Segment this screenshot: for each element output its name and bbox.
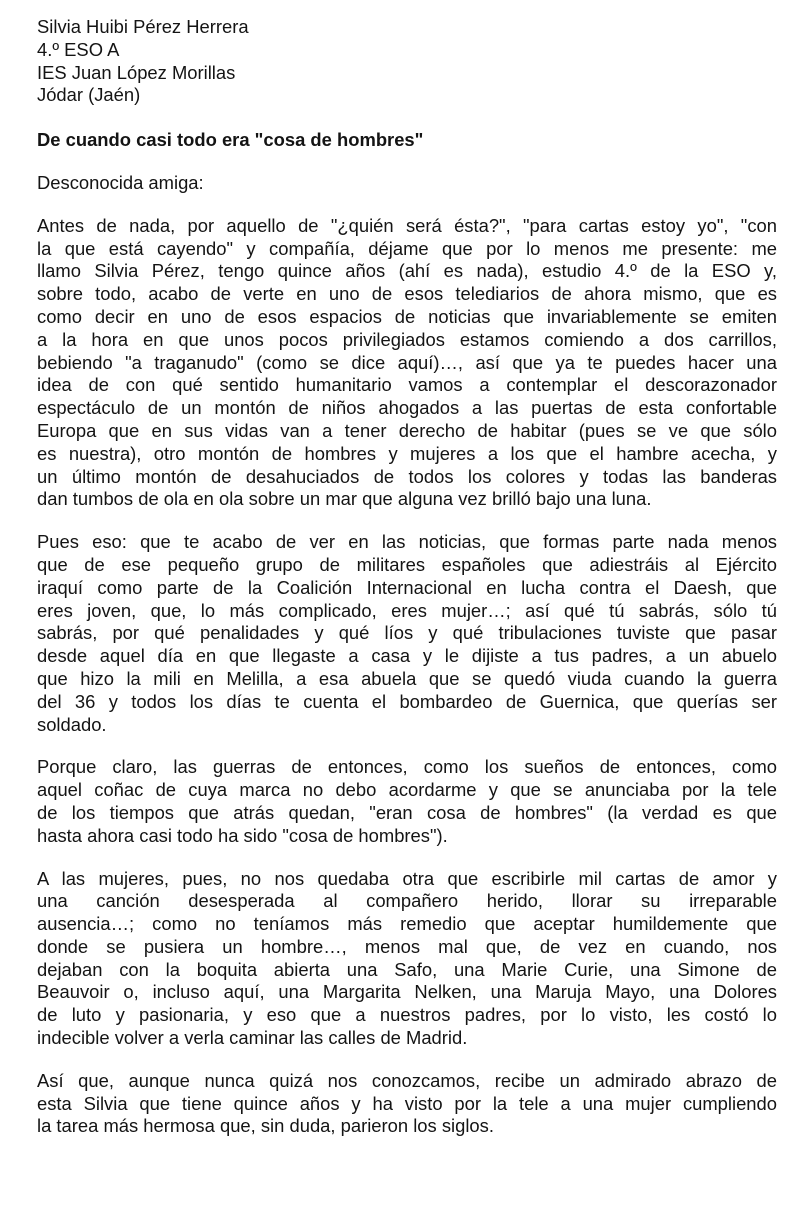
paragraph-line: espectáculo de un montón de niños ahogados a las puertas de esta confortable bbox=[37, 397, 777, 419]
paragraph-line: a la hora en que unos pocos privilegiados estamos comiendo a dos carrillos, bbox=[37, 328, 777, 350]
letter-paragraph bbox=[37, 756, 777, 847]
paragraph-line: bebiendo "a traganudo" (como se dice aquí)…, así que ya te puedes hacer una bbox=[37, 351, 777, 373]
paragraph-line: Porque claro, las guerras de entonces, como los sueños de entonces, como bbox=[37, 756, 777, 778]
paragraph-line: es nuestra), otro montón de hombres y mujeres a los que el hambre acecha, y bbox=[37, 442, 777, 464]
paragraph-line: hasta ahora casi todo ha sido "cosa de hombres"). bbox=[37, 824, 448, 846]
paragraph-line: sabrás, por qué penalidades y qué líos y qué tribulaciones tuviste que pasar bbox=[37, 622, 777, 644]
paragraph-line: como decir en uno de esos espacios de noticias que invariablemente se emiten bbox=[37, 305, 777, 327]
sender-address-block bbox=[37, 16, 778, 107]
paragraph-line: Europa que en sus vidas van a tener derecho de habitar (pues se ve que sólo bbox=[37, 419, 777, 441]
paragraph-line: Así que, aunque nunca quizá nos conozcamos, recibe un admirado abrazo de bbox=[37, 1069, 777, 1091]
sender-town: Jódar (Jaén) bbox=[37, 84, 141, 106]
paragraph-line: Beauvoir o, incluso aquí, una Margarita Nelken, una Maruja Mayo, una Dolores bbox=[37, 981, 777, 1003]
paragraph-line: de luto y pasionaria, y eso que a nuestros padres, por lo visto, les costó lo bbox=[37, 1004, 777, 1026]
paragraph-line: indecible volver a verla caminar las calles de Madrid. bbox=[37, 1027, 468, 1049]
paragraph-line: de los tiempos que atrás quedan, "eran cosa de hombres" (la verdad es que bbox=[37, 801, 777, 823]
paragraph-line: dejaban con la boquita abierta una Safo, una Marie Curie, una Simone de bbox=[37, 958, 777, 980]
paragraph-line: que de ese pequeño grupo de militares españoles que adiestráis al Ejército bbox=[37, 553, 777, 575]
paragraph-line: dan tumbos de ola en ola sobre un mar que alguna vez brilló bajo una luna. bbox=[37, 488, 652, 510]
paragraph-line: eres joven, que, lo más complicado, eres mujer…; así qué tú sabrás, sólo tú bbox=[37, 599, 777, 621]
sender-school: IES Juan López Morillas bbox=[37, 61, 236, 83]
paragraph-line: idea de con qué sentido humanitario vamos a contemplar el descorazonador bbox=[37, 374, 777, 396]
paragraph-line: aquel coñac de cuya marca no debo acordarme y que se anunciaba por la tele bbox=[37, 779, 777, 801]
paragraph-line: iraquí como parte de la Coalición Internacional en lucha contra el Daesh, que bbox=[37, 576, 777, 598]
sender-name: Silvia Huibi Pérez Herrera bbox=[37, 16, 249, 37]
letter-paragraph bbox=[37, 215, 777, 511]
paragraph-line: del 36 y todos los días te cuenta el bombardeo de Guernica, que querías ser bbox=[37, 690, 777, 712]
paragraph-line: Antes de nada, por aquello de "¿quién será ésta?", "para cartas estoy yo", "con bbox=[37, 214, 777, 236]
paragraph-line: desde aquel día en que llegaste a casa y le dijiste a tus padres, a un abuelo bbox=[37, 645, 777, 667]
paragraph-line: un último montón de desahuciados de todos los colores y todas las banderas bbox=[37, 465, 777, 487]
letter-body bbox=[37, 215, 778, 1138]
paragraph-line: donde se pusiera un hombre…, menos mal que, de vez en cuando, nos bbox=[37, 935, 777, 957]
paragraph-line: una canción desesperada al compañero herido, llorar su irreparable bbox=[37, 890, 777, 912]
letter-paragraph bbox=[37, 868, 777, 1050]
paragraph-line: llamo Silvia Pérez, tengo quince años (ahí es nada), estudio 4.º de la ESO y, bbox=[37, 260, 777, 282]
paragraph-line: A las mujeres, pues, no nos quedaba otra que escribirle mil cartas de amor y bbox=[37, 867, 777, 889]
paragraph-line: la que está cayendo" y compañía, déjame que por lo menos me presente: me bbox=[37, 237, 777, 259]
paragraph-line: soldado. bbox=[37, 713, 107, 735]
letter-title: De cuando casi todo era "cosa de hombres" bbox=[37, 129, 424, 151]
letter-salutation: Desconocida amiga: bbox=[37, 171, 204, 193]
sender-course: 4.º ESO A bbox=[37, 38, 120, 60]
paragraph-line: ausencia…; como no teníamos más remedio que aceptar humildemente que bbox=[37, 913, 777, 935]
paragraph-line: la tarea más hermosa que, sin duda, parieron los siglos. bbox=[37, 1115, 494, 1137]
paragraph-line: sobre todo, acabo de verte en uno de esos telediarios de ahora mismo, que es bbox=[37, 283, 777, 305]
paragraph-line: que hizo la mili en Melilla, a esa abuela que se quedó viuda cuando la guerra bbox=[37, 667, 777, 689]
paragraph-line: Pues eso: que te acabo de ver en las noticias, que formas parte nada menos bbox=[37, 531, 777, 553]
letter-paragraph bbox=[37, 531, 777, 736]
letter-paragraph bbox=[37, 1070, 777, 1138]
paragraph-line: esta Silvia que tiene quince años y ha visto por la tele a una mujer cumpliendo bbox=[37, 1092, 777, 1114]
